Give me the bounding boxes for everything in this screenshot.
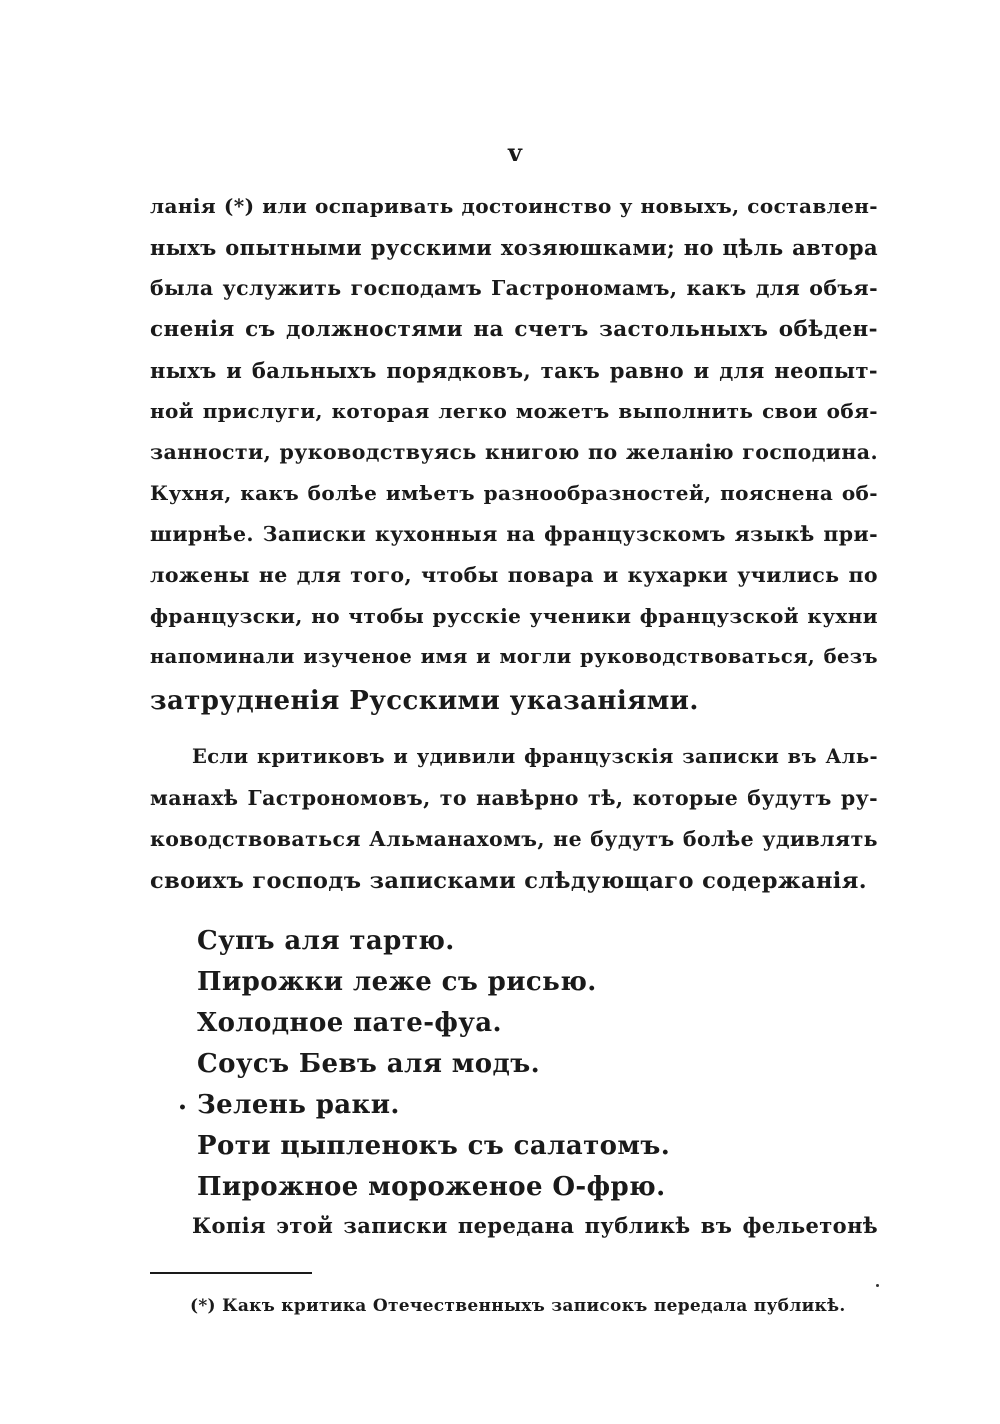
menu-item: Роти цыпленокъ съ салатомъ. <box>197 1131 671 1161</box>
paragraph-2-line: манахѣ Гастрономовъ, то навѣрно тѣ, которые будутъ ру- <box>150 786 878 810</box>
menu-item: Пирожное мороженое О-фрю. <box>197 1172 666 1202</box>
paper-speck <box>876 1284 879 1287</box>
paragraph-1-line: ной прислуги, которая легко можетъ выполнить свои обя- <box>150 399 878 423</box>
stray-mark: • <box>178 1100 187 1116</box>
paragraph-2-line: Если критиковъ и удивили французскія записки въ Аль- <box>192 745 878 768</box>
menu-item: Супъ аля тартю. <box>197 926 455 956</box>
paragraph-1-line: ныхъ и бальныхъ порядковъ, такъ равно и для неопыт- <box>150 358 878 383</box>
paragraph-2-line: ководствоваться Альманахомъ, не будутъ болѣе удивлять <box>150 827 878 851</box>
paragraph-1-line: ширнѣе. Записки кухонныя на французскомъ языкѣ при- <box>150 522 878 546</box>
menu-item: Пирожки леже съ рисью. <box>197 967 597 997</box>
paragraph-1-line: ныхъ опытными русскими хозяюшками; но цѣль автора <box>150 235 878 260</box>
paragraph-1-line: была услужить господамъ Гастрономамъ, какъ для объя- <box>150 276 878 300</box>
paragraph-1-line: занности, руководствуясь книгою по желанію господина. <box>150 440 878 464</box>
paragraph-1-line: ланія (*) или оспаривать достоинство у новыхъ, составлен- <box>150 194 878 218</box>
footnote-rule <box>150 1272 312 1274</box>
footnote: (*) Какъ критика Отечественныхъ записокъ передала публикѣ. <box>190 1296 846 1316</box>
menu-item: Холодное пате-фуа. <box>197 1008 502 1038</box>
paragraph-2-line: своихъ господъ записками слѣдующаго содержанія. <box>150 868 868 894</box>
menu-item: Соусъ Бевъ аля модъ. <box>197 1049 541 1079</box>
paragraph-1-line: Кухня, какъ болѣе имѣетъ разнообразностей, пояснена об- <box>150 481 878 505</box>
menu-item: Зелень раки. <box>197 1090 400 1120</box>
paragraph-1-line: французски, но чтобы русскіе ученики французской кухни <box>150 604 878 628</box>
paragraph-1-line: затрудненія Русскими указаніями. <box>150 686 699 716</box>
closing-line: Копія этой записки передана публикѣ въ фельетонѣ <box>192 1213 878 1238</box>
paragraph-1-line: напоминали изученое имя и могли руководствоваться, безъ <box>150 645 878 668</box>
paragraph-1-line: ложены не для того, чтобы повара и кухарки учились по <box>150 563 878 587</box>
page-number: v <box>508 138 522 167</box>
paragraph-1-line: сненія съ должностями на счетъ застольныхъ обѣден- <box>150 317 878 342</box>
